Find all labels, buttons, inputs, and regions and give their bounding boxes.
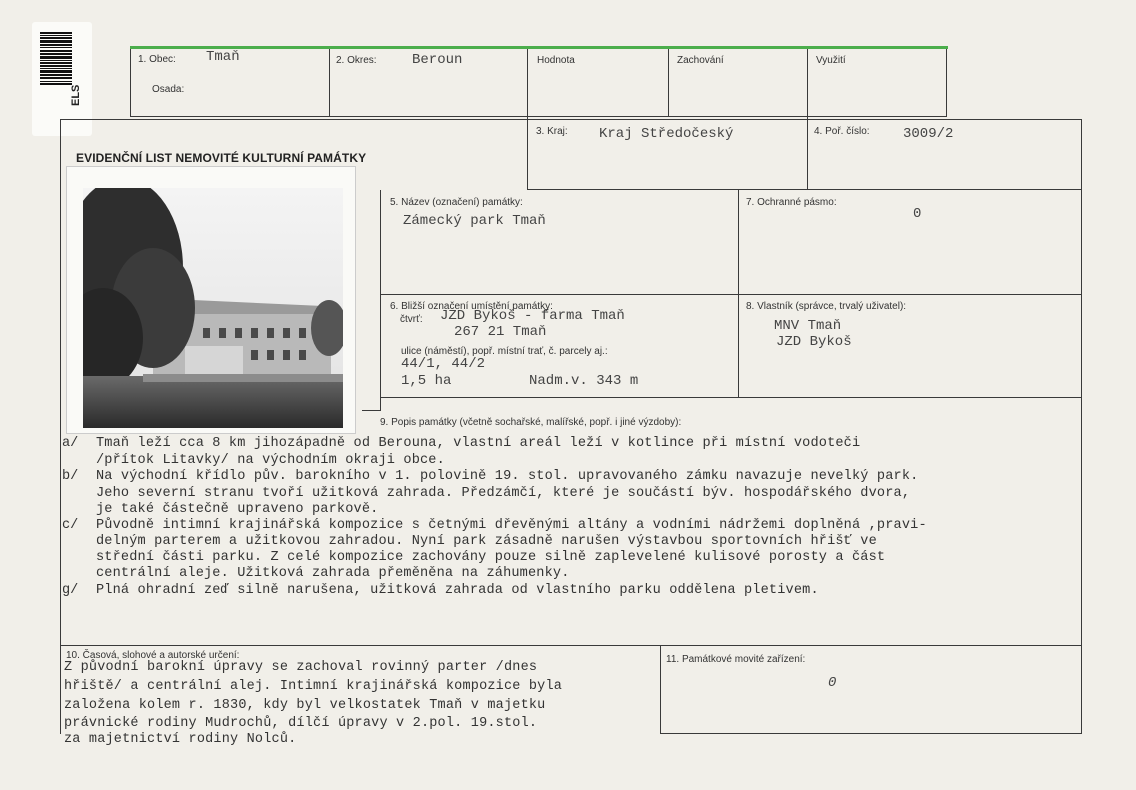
top-strip [130, 46, 948, 49]
popis-line: Na východní křídlo pův. barokního v 1. polovině 19. stol. upravovaného zámku navazuje nevelký park. [96, 469, 919, 484]
casova-line: za majetnictví rodiny Nolců. [64, 732, 297, 747]
ochranne-value: 0 [913, 206, 922, 222]
nazev-value: Zámecký park Tmaň [403, 213, 546, 229]
ctvrt-line1: JZD Bykoš - farma Tmaň [440, 308, 625, 324]
vlastnik-line2: JZD Bykoš [776, 334, 852, 350]
popis-line: Jeho severní stranu tvoří užitková zahrada. Předzámčí, které je součástí býv. hospodářského dvora, [96, 486, 911, 501]
casova-line: založena kolem r. 1830, kdy byl velkostatek Tmaň v majetku [64, 698, 546, 713]
casova-line: právnické rodiny Mudrochů, dílčí úpravy v 2.pol. 19.stol. [64, 716, 538, 731]
umisteni-label: 6. Bližší označení umístění památky: [390, 301, 553, 312]
popis-mark: g/ [62, 583, 79, 598]
area-value: 1,5 ha [401, 373, 452, 389]
popis-line: /přítok Litavky/ na východním okraji obce. [96, 453, 445, 468]
nazev-label: 5. Název (označení) památky: [390, 197, 523, 208]
popis-line: Plná ohradní zeď silně narušena, užitková zahrada od vlastního parku oddělena pletivem. [96, 583, 819, 598]
ochranne-label: 7. Ochranné pásmo: [746, 197, 837, 208]
casova-line: hřiště/ a centrální alej. Intimní krajinářská kompozice byla [64, 679, 563, 694]
movite-label: 11. Památkové movité zařízení: [666, 654, 806, 665]
altitude-value: Nadm.v. 343 m [529, 373, 639, 389]
popis-mark: b/ [62, 469, 79, 484]
vlastnik-label: 8. Vlastník (správce, trvalý uživatel): [746, 301, 907, 312]
vlastnik-line1: MNV Tmaň [774, 318, 842, 334]
popis-mark: a/ [62, 436, 79, 451]
popis-line: je také částečně upraveno parkově. [96, 502, 379, 517]
building-photo [83, 188, 343, 428]
kraj-value: Kraj Středočeský [599, 126, 734, 142]
casova-label: 10. Časová, slohové a autorské určení: [66, 650, 240, 661]
sticker-code: ELS [70, 84, 82, 106]
popis-line: Původně intimní krajinářská kompozice s četnými dřevěnými altány a vodními nádržemi doplněná ,pravi- [96, 518, 927, 533]
vyuziti-label: Využití [816, 55, 846, 66]
ctvrt-line2: 267 21 Tmaň [454, 324, 547, 340]
popis-label: 9. Popis památky (včetně sochařské, malířské, popř. i jiné výzdoby): [380, 417, 682, 428]
parcely-value: 44/1, 44/2 [401, 356, 486, 372]
popis-line: střední části parku. Z celé kompozice zachovány pouze silně zaplevelené kulisové porosty a část [96, 550, 886, 565]
popis-mark: c/ [62, 518, 79, 533]
popis-line: Tmaň leží cca 8 km jihozápadně od Berouna, vlastní areál leží v kotlince při místní vodoteči [96, 436, 861, 451]
okres-label: 2. Okres: [336, 55, 377, 66]
barcode-icon [40, 32, 72, 102]
ctvrt-label: čtvrť: [400, 314, 423, 325]
popis-line: delným parterem a užitkovou zahradou. Nyní park zásadně narušen výstavbou sportovních hřišť ve [96, 534, 877, 549]
osada-label: Osada: [152, 84, 185, 95]
por-cislo-label: 4. Poř. číslo: [814, 126, 870, 137]
hodnota-label: Hodnota [537, 55, 575, 66]
por-cislo-value: 3009/2 [903, 126, 954, 142]
movite-value: 0 [828, 675, 837, 691]
form-title: EVIDENČNÍ LIST NEMOVITÉ KULTURNÍ PAMÁTKY [76, 151, 367, 165]
zachovani-label: Zachování [677, 55, 724, 66]
okres-value: Beroun [412, 52, 463, 68]
ulice-label: ulice (náměstí), popř. místní trať, č. parcely aj.: [401, 346, 608, 357]
casova-line: Z původní barokní úpravy se zachoval rovinný parter /dnes [64, 660, 538, 675]
obec-label: 1. Obec: [138, 54, 176, 65]
kraj-label: 3. Kraj: [536, 126, 568, 137]
popis-line: centrální aleje. Užitková zahrada přeměněna na záhumenky. [96, 566, 570, 581]
obec-value: Tmaň [206, 49, 240, 65]
